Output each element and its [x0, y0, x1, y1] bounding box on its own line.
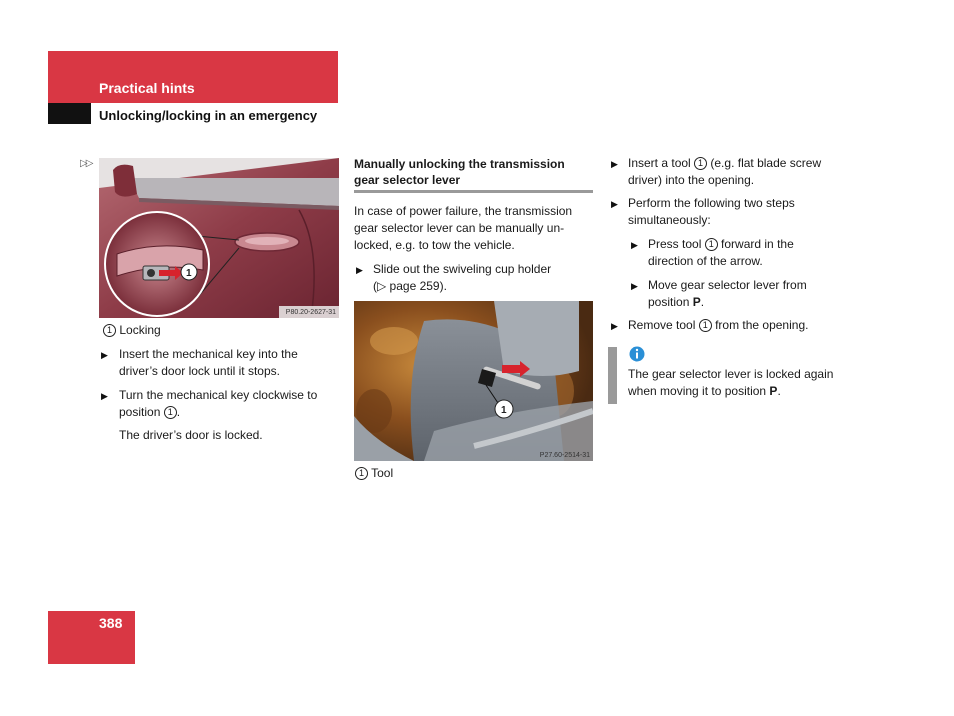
step-remove-tool [628, 317, 848, 334]
info-note [628, 366, 850, 400]
procedure-heading: Manually unlocking the transmission gear selector lever [354, 157, 565, 187]
bullet-arrow-icon: ▶ [611, 159, 618, 169]
heading-rule [354, 190, 593, 193]
caption-locking [103, 322, 161, 339]
svg-text:1: 1 [186, 268, 192, 279]
photo-code: P80.20-2627-31 [285, 309, 336, 316]
page-reference-link[interactable]: (▷ page 259). [373, 279, 447, 293]
svg-text:1: 1 [501, 405, 507, 416]
page-number: 388 [99, 615, 123, 631]
step-insert-tool [628, 155, 848, 189]
continuation-marker: ▷▷ [80, 158, 92, 169]
step-turn-key [119, 387, 339, 421]
result-door-locked: The driver’s door is locked. [119, 428, 263, 442]
step-text-end: . [176, 405, 181, 419]
step-text: Insert a tool [628, 156, 691, 170]
header-black-tab [48, 103, 91, 124]
step-text-end: . [700, 295, 705, 309]
step-insert-key: Insert the mechanical key into the driver’s door lock until it stops. [119, 347, 298, 378]
substep-press-tool [648, 236, 818, 270]
info-icon [629, 346, 645, 362]
bullet-arrow-icon: ▶ [611, 199, 618, 209]
caption-text: Locking [119, 323, 161, 337]
callout-number: 1 [705, 238, 718, 251]
info-side-bar [608, 347, 617, 404]
step-text: from the opening. [715, 318, 809, 332]
callout-number: 1 [355, 467, 368, 480]
callout-number: 1 [164, 406, 177, 419]
substep-move-lever [648, 277, 828, 311]
bullet-arrow-icon: ▶ [356, 265, 363, 275]
bullet-arrow-icon: ▶ [631, 240, 638, 250]
step-text: Move gear selector lever from position [648, 278, 807, 309]
bullet-arrow-icon: ▶ [101, 350, 108, 360]
section-title: Practical hints [99, 80, 195, 96]
info-text-end: . [777, 384, 781, 398]
bullet-arrow-icon: ▶ [631, 281, 638, 291]
caption-text: Tool [371, 466, 394, 480]
bullet-arrow-icon: ▶ [611, 321, 618, 331]
step-perform-two: Perform the following two steps simultaneously: [628, 196, 795, 227]
step-text: (e.g. flat blade screw driver) into the opening. [628, 156, 822, 187]
bullet-arrow-icon: ▶ [101, 391, 108, 401]
callout-number: 1 [103, 324, 116, 337]
intro-paragraph: In case of power failure, the transmission gear selector lever can be manually un-locked, e.g. to tow the vehicle. [354, 204, 573, 252]
caption-tool [355, 465, 393, 482]
step-text: forward in the direction of the arrow. [648, 237, 794, 268]
step-text: Turn the mechanical key clockwise to position [119, 388, 318, 419]
position-label: P [769, 384, 778, 398]
callout-number: 1 [694, 157, 707, 170]
step-text: Remove tool [628, 318, 696, 332]
step-text: Press tool [648, 237, 702, 251]
step-text: Slide out the swiveling cup holder [373, 262, 552, 276]
position-label: P [692, 295, 701, 309]
gear-lever-photo [354, 301, 593, 461]
door-lock-photo [99, 158, 339, 318]
step-cup-holder [373, 261, 593, 295]
subsection-title: Unlocking/locking in an emergency [99, 108, 318, 123]
photo-code: P27.60-2514-31 [539, 452, 590, 459]
callout-number: 1 [699, 319, 712, 332]
info-text: The gear selector lever is locked again when moving it to position [628, 367, 834, 398]
